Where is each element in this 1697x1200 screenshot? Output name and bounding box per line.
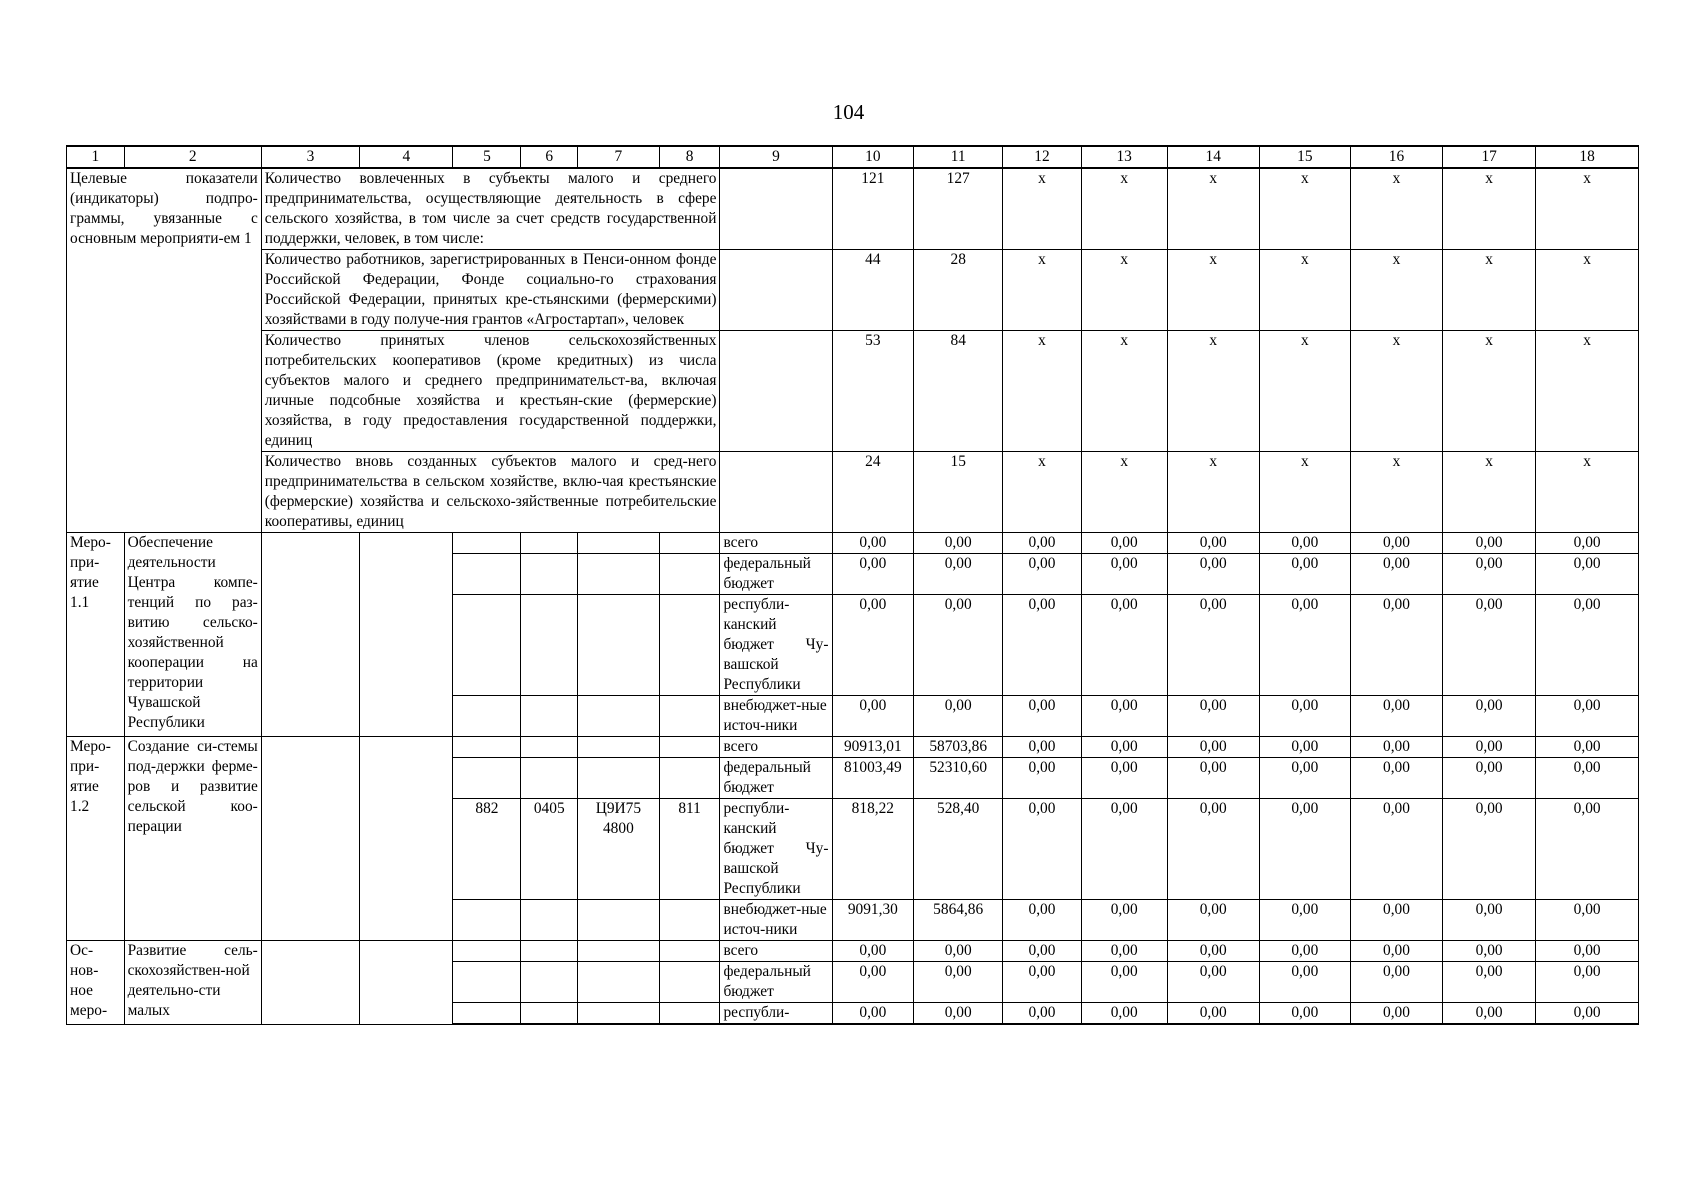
code-cell-c8 (659, 1003, 720, 1025)
table-row (67, 452, 1639, 533)
code-cell-c6 (521, 595, 578, 696)
value-cell: 0,00 (1350, 595, 1442, 696)
value-cell: x (1443, 250, 1536, 331)
value-cell: 0,00 (1259, 696, 1350, 737)
value-cell: 0,00 (1536, 737, 1639, 758)
value-cell: 121 (832, 168, 914, 250)
value-cell: x (1259, 452, 1350, 533)
header-cell: 6 (521, 146, 578, 168)
code-cell-c5 (453, 941, 521, 962)
value-cell: 0,00 (1259, 554, 1350, 595)
value-cell: 0,00 (1081, 595, 1167, 696)
value-cell: 0,00 (1536, 900, 1639, 941)
value-cell: 0,00 (1003, 941, 1082, 962)
value-cell: x (1350, 168, 1442, 250)
value-cell: 0,00 (1443, 941, 1536, 962)
value-cell: x (1350, 452, 1442, 533)
table-row (67, 737, 1639, 758)
value-cell: x (1167, 250, 1259, 331)
value-cell: 0,00 (1167, 1003, 1259, 1025)
value-cell: x (1081, 250, 1167, 331)
value-cell: x (1350, 250, 1442, 331)
value-cell: x (1081, 168, 1167, 250)
indicator-text: Количество принятых членов сельскохозяйственных потребительских кооперативов (кроме кредитных) из числа субъектов малого и среднего предпринимательст-ва, включая личные подсобные хозяйства и крестьян-ские (фермерские) хозяйства, в году предоставления государственной поддержки, единиц (261, 331, 720, 452)
code-cell-c5 (453, 533, 521, 554)
value-cell: x (1167, 168, 1259, 250)
code-cell-c7 (578, 696, 660, 737)
value-cell: x (1536, 452, 1639, 533)
value-cell: 0,00 (1443, 595, 1536, 696)
value-cell: 0,00 (914, 533, 1003, 554)
value-cell: 0,00 (1443, 758, 1536, 799)
value-cell: 0,00 (832, 533, 914, 554)
value-cell: 0,00 (1259, 533, 1350, 554)
value-cell: 0,00 (1536, 1003, 1639, 1025)
code-cell-c5 (453, 758, 521, 799)
header-cell: 4 (360, 146, 453, 168)
value-cell: 0,00 (914, 696, 1003, 737)
value-cell: 81003,49 (832, 758, 914, 799)
header-cell: 12 (1003, 146, 1082, 168)
header-cell: 2 (124, 146, 261, 168)
source-cell (720, 452, 832, 533)
value-cell: 28 (914, 250, 1003, 331)
value-cell: 0,00 (1443, 799, 1536, 900)
value-cell: 0,00 (1443, 962, 1536, 1003)
value-cell: 0,00 (1536, 554, 1639, 595)
value-cell: 0,00 (1167, 533, 1259, 554)
code-cell-c7 (578, 554, 660, 595)
source-cell (720, 168, 832, 250)
code-cell-c6 (521, 900, 578, 941)
value-cell: 24 (832, 452, 914, 533)
header-cell: 10 (832, 146, 914, 168)
code-cell-c8 (659, 696, 720, 737)
value-cell: x (1003, 331, 1082, 452)
header-cell: 8 (659, 146, 720, 168)
value-cell: 0,00 (914, 962, 1003, 1003)
value-cell: 0,00 (1536, 595, 1639, 696)
responsible-cell (261, 533, 359, 737)
value-cell: 0,00 (1259, 900, 1350, 941)
code-cell-c5 (453, 737, 521, 758)
value-cell: x (1167, 331, 1259, 452)
value-cell: 0,00 (1167, 696, 1259, 737)
value-cell: 53 (832, 331, 914, 452)
value-cell: 0,00 (1003, 799, 1082, 900)
code-cell-c8: 811 (659, 799, 720, 900)
value-cell: 84 (914, 331, 1003, 452)
value-cell: 0,00 (1167, 900, 1259, 941)
value-cell: 0,00 (1350, 962, 1442, 1003)
table-row (67, 331, 1639, 452)
value-cell: x (1259, 168, 1350, 250)
value-cell: 0,00 (1350, 941, 1442, 962)
value-cell: 0,00 (914, 941, 1003, 962)
table-row (67, 533, 1639, 554)
measure-name: Создание си-стемы под-держки ферме-ров и развитие сельской коо-перации (124, 737, 261, 941)
value-cell: 0,00 (914, 1003, 1003, 1025)
funding-source: внебюджет-ные источ-ники (720, 696, 832, 737)
value-cell: 0,00 (1081, 799, 1167, 900)
funding-source: всего (720, 737, 832, 758)
value-cell: 0,00 (1167, 799, 1259, 900)
header-cell: 17 (1443, 146, 1536, 168)
code-cell-c7: Ц9И75 4800 (578, 799, 660, 900)
responsible-cell (261, 941, 359, 1025)
value-cell: 0,00 (1167, 758, 1259, 799)
value-cell: x (1259, 331, 1350, 452)
measure-type: Ос-нов-ное меро- (67, 941, 125, 1025)
value-cell: x (1003, 168, 1082, 250)
indicator-text: Количество вовлеченных в субъекты малого и среднего предпринимательства, осуществляющие деятельность в сфере сельского хозяйства, в том числе за счет средств государственной поддержки, человек, в том числе: (261, 168, 720, 250)
code-cell-c6 (521, 941, 578, 962)
value-cell: 0,00 (1536, 941, 1639, 962)
value-cell: 0,00 (1350, 1003, 1442, 1025)
source-cell (720, 331, 832, 452)
code-cell-c7 (578, 941, 660, 962)
code-cell-c7 (578, 758, 660, 799)
header-cell: 18 (1536, 146, 1639, 168)
value-cell: 0,00 (1081, 533, 1167, 554)
value-cell: x (1081, 452, 1167, 533)
value-cell: 0,00 (1003, 737, 1082, 758)
participant-cell (360, 941, 453, 1025)
code-cell-c5 (453, 1003, 521, 1025)
page-number: 104 (832, 100, 865, 124)
header-cell: 11 (914, 146, 1003, 168)
value-cell: x (1081, 331, 1167, 452)
code-cell-c8 (659, 758, 720, 799)
value-cell: 0,00 (1003, 1003, 1082, 1025)
value-cell: 528,40 (914, 799, 1003, 900)
value-cell: x (1003, 250, 1082, 331)
value-cell: 0,00 (1350, 533, 1442, 554)
code-cell-c5 (453, 554, 521, 595)
value-cell: 0,00 (1536, 533, 1639, 554)
header-cell: 15 (1259, 146, 1350, 168)
value-cell: 0,00 (1259, 799, 1350, 900)
value-cell: x (1350, 331, 1442, 452)
code-cell-c6 (521, 758, 578, 799)
value-cell: 0,00 (1259, 758, 1350, 799)
value-cell: 0,00 (1003, 595, 1082, 696)
value-cell: 0,00 (832, 554, 914, 595)
value-cell: 0,00 (832, 595, 914, 696)
value-cell: 0,00 (1259, 962, 1350, 1003)
value-cell: 0,00 (1167, 595, 1259, 696)
value-cell: 0,00 (914, 595, 1003, 696)
value-cell: x (1536, 250, 1639, 331)
value-cell: x (1443, 168, 1536, 250)
value-cell: 0,00 (1081, 941, 1167, 962)
value-cell: 0,00 (1536, 696, 1639, 737)
value-cell: 0,00 (1443, 900, 1536, 941)
value-cell: 0,00 (832, 941, 914, 962)
table-row (67, 250, 1639, 331)
value-cell: 0,00 (1350, 799, 1442, 900)
header-cell: 14 (1167, 146, 1259, 168)
code-cell-c7 (578, 900, 660, 941)
funding-source: республи- (720, 1003, 832, 1025)
value-cell: 0,00 (1003, 962, 1082, 1003)
value-cell: 5864,86 (914, 900, 1003, 941)
funding-source: федеральный бюджет (720, 962, 832, 1003)
value-cell: 0,00 (1167, 554, 1259, 595)
header-cell: 16 (1350, 146, 1442, 168)
code-cell-c8 (659, 533, 720, 554)
measure-name: Обеспечение деятельности Центра компе-тенций по раз-витию сельско-хозяйственной кооперации на территории Чувашской Республики (124, 533, 261, 737)
value-cell: 0,00 (1259, 595, 1350, 696)
header-cell: 3 (261, 146, 359, 168)
code-cell-c5 (453, 595, 521, 696)
code-cell-c7 (578, 595, 660, 696)
participant-cell (360, 737, 453, 941)
header-cell: 13 (1081, 146, 1167, 168)
value-cell: 90913,01 (832, 737, 914, 758)
value-cell: 0,00 (1350, 758, 1442, 799)
header-cell: 5 (453, 146, 521, 168)
value-cell: 0,00 (1536, 758, 1639, 799)
indicator-text: Количество вновь созданных субъектов малого и сред-него предпринимательства в сельском хозяйстве, вклю-чая крестьянские (фермерские) хозяйства и сельскохо-зяйственные потребительские кооперативы, единиц (261, 452, 720, 533)
value-cell: 0,00 (1081, 554, 1167, 595)
value-cell: 0,00 (1003, 554, 1082, 595)
value-cell: 0,00 (1003, 533, 1082, 554)
code-cell-c8 (659, 737, 720, 758)
code-cell-c7 (578, 1003, 660, 1025)
code-cell-c6 (521, 554, 578, 595)
code-cell-c5 (453, 696, 521, 737)
code-cell-c5 (453, 900, 521, 941)
code-cell-c8 (659, 554, 720, 595)
participant-cell (360, 533, 453, 737)
code-cell-c8 (659, 941, 720, 962)
value-cell: 58703,86 (914, 737, 1003, 758)
indicator-text: Количество работников, зарегистрированных в Пенси-онном фонде Российской Федерации, Фонде социально-го страхования Российской Федерации, принятых кре-стьянскими (фермерскими) хозяйствами в году получе-ния грантов «Агростартап», человек (261, 250, 720, 331)
value-cell: 0,00 (1259, 1003, 1350, 1025)
funding-source: федеральный бюджет (720, 758, 832, 799)
value-cell: 44 (832, 250, 914, 331)
value-cell: 0,00 (832, 696, 914, 737)
measure-type: Меро-при-ятие 1.2 (67, 737, 125, 941)
value-cell: 52310,60 (914, 758, 1003, 799)
value-cell: 0,00 (1167, 737, 1259, 758)
value-cell: 0,00 (1443, 696, 1536, 737)
header-cell: 9 (720, 146, 832, 168)
value-cell: 0,00 (832, 962, 914, 1003)
value-cell: 0,00 (1350, 696, 1442, 737)
value-cell: 0,00 (1350, 737, 1442, 758)
value-cell: x (1443, 452, 1536, 533)
value-cell: x (1536, 168, 1639, 250)
value-cell: 0,00 (1003, 900, 1082, 941)
funding-source: всего (720, 941, 832, 962)
code-cell-c6 (521, 1003, 578, 1025)
value-cell: 0,00 (1259, 941, 1350, 962)
value-cell: 0,00 (914, 554, 1003, 595)
value-cell: 15 (914, 452, 1003, 533)
table-body (67, 168, 1639, 1024)
funding-source: федеральный бюджет (720, 554, 832, 595)
code-cell-c7 (578, 737, 660, 758)
value-cell: 0,00 (1536, 799, 1639, 900)
value-cell: 0,00 (1081, 962, 1167, 1003)
value-cell: x (1259, 250, 1350, 331)
value-cell: 0,00 (1003, 758, 1082, 799)
measure-name: Развитие сель-скохозяйствен-ной деятельно-сти малых (124, 941, 261, 1025)
value-cell: 0,00 (1167, 941, 1259, 962)
code-cell-c8 (659, 595, 720, 696)
funding-source: республи-канский бюджет Чу-вашской Республики (720, 799, 832, 900)
code-cell-c8 (659, 962, 720, 1003)
value-cell: 0,00 (1081, 900, 1167, 941)
responsible-cell (261, 737, 359, 941)
value-cell: 127 (914, 168, 1003, 250)
table-row (67, 168, 1639, 250)
value-cell: 0,00 (1350, 900, 1442, 941)
value-cell: 9091,30 (832, 900, 914, 941)
value-cell: 0,00 (1443, 737, 1536, 758)
indicator-label: Целевые показатели (индикаторы) подпро-граммы, увязанные с основным мероприяти-ем 1 (67, 168, 262, 533)
code-cell-c7 (578, 533, 660, 554)
value-cell: 0,00 (1081, 1003, 1167, 1025)
source-cell (720, 250, 832, 331)
measure-type: Меро-при-ятие 1.1 (67, 533, 125, 737)
value-cell: 0,00 (1536, 962, 1639, 1003)
header-row (67, 146, 1639, 168)
value-cell: x (1167, 452, 1259, 533)
value-cell: 0,00 (1443, 554, 1536, 595)
funding-source: всего (720, 533, 832, 554)
value-cell: 818,22 (832, 799, 914, 900)
header-cell: 7 (578, 146, 660, 168)
value-cell: x (1443, 331, 1536, 452)
value-cell: x (1003, 452, 1082, 533)
code-cell-c5: 882 (453, 799, 521, 900)
table-row (67, 941, 1639, 962)
code-cell-c7 (578, 962, 660, 1003)
code-cell-c6 (521, 696, 578, 737)
value-cell: 0,00 (1081, 758, 1167, 799)
value-cell: 0,00 (1443, 1003, 1536, 1025)
value-cell: 0,00 (1167, 962, 1259, 1003)
code-cell-c8 (659, 900, 720, 941)
funding-source: республи-канский бюджет Чу-вашской Республики (720, 595, 832, 696)
value-cell: 0,00 (1003, 696, 1082, 737)
funding-source: внебюджет-ные источ-ники (720, 900, 832, 941)
value-cell: 0,00 (1081, 696, 1167, 737)
budget-table (66, 145, 1639, 1025)
value-cell: 0,00 (1259, 737, 1350, 758)
value-cell: 0,00 (832, 1003, 914, 1025)
header-cell: 1 (67, 146, 125, 168)
value-cell: 0,00 (1350, 554, 1442, 595)
code-cell-c6: 0405 (521, 799, 578, 900)
code-cell-c6 (521, 962, 578, 1003)
value-cell: x (1536, 331, 1639, 452)
code-cell-c5 (453, 962, 521, 1003)
code-cell-c6 (521, 533, 578, 554)
value-cell: 0,00 (1443, 533, 1536, 554)
code-cell-c6 (521, 737, 578, 758)
value-cell: 0,00 (1081, 737, 1167, 758)
